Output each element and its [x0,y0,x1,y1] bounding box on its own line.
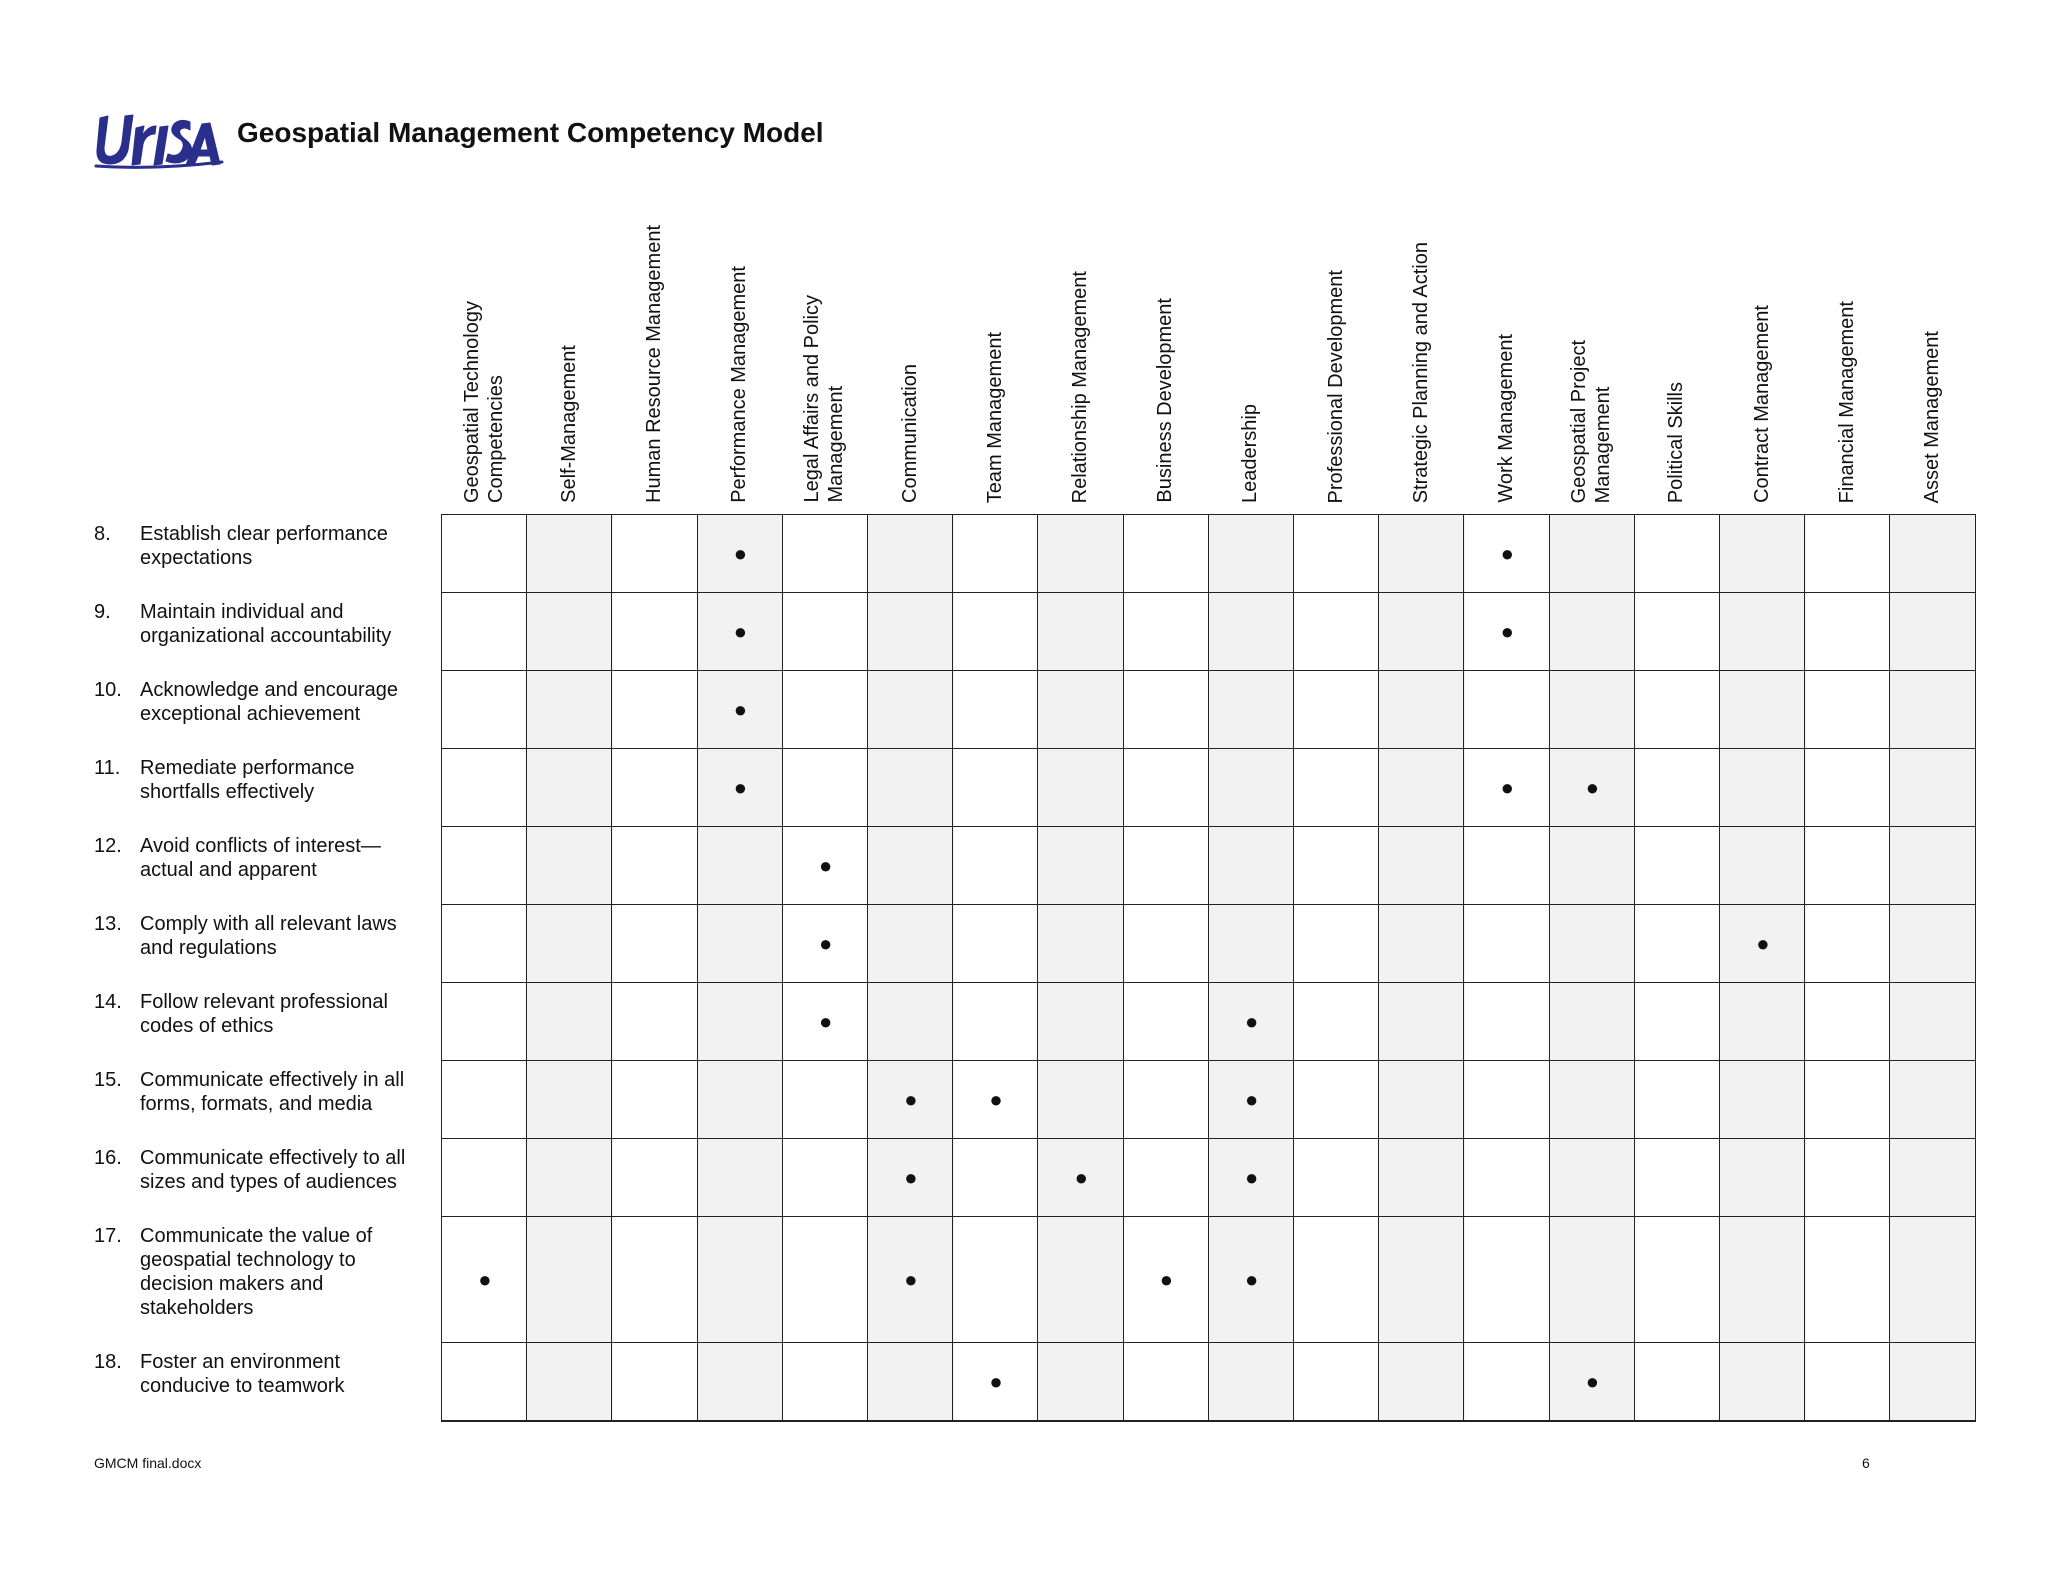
matrix-cell [867,514,954,594]
matrix-cell [1549,1216,1636,1344]
competency-mark: ● [904,1165,918,1191]
matrix-cell [1804,592,1891,672]
column-header [1463,205,1548,503]
matrix-cell [697,592,784,672]
competency-mark: ● [1500,775,1514,801]
matrix-cell [1037,826,1124,906]
competency-mark: ● [1074,1165,1088,1191]
row-description: Avoid conflicts of interest— actual and apparent [140,835,381,881]
matrix-cell [1719,1342,1806,1422]
matrix-cell [1549,1060,1636,1140]
column-header-label: Strategic Planning and Action [1409,241,1432,503]
matrix-cell [867,592,954,672]
matrix-cell [526,1060,613,1140]
row-number: 10. [94,679,122,701]
matrix-cell [1123,1342,1210,1422]
matrix-cell [441,514,528,594]
matrix-cell [1804,982,1891,1062]
matrix-cell [1293,1216,1380,1344]
matrix-cell [1549,1342,1636,1422]
matrix-cell [1123,1060,1210,1140]
matrix-cell [526,592,613,672]
column-header [1378,205,1463,503]
row-description: Maintain individual and organizational accountability [140,601,392,647]
column-header [1719,205,1804,503]
column-header-label: Financial Management [1835,300,1858,503]
matrix-cell [952,1216,1039,1344]
matrix-cell [867,826,954,906]
matrix-cell [611,1060,698,1140]
row-description: Communicate effectively in all forms, formats, and media [140,1069,405,1115]
matrix-cell [1634,592,1721,672]
page-title: Geospatial Management Competency Model [237,117,824,148]
matrix-cell [1804,1138,1891,1218]
competency-mark: ● [733,775,748,801]
row-description: Follow relevant professional codes of ethics [140,991,388,1037]
competency-mark: ● [989,1369,1003,1395]
matrix-cell [867,1216,954,1344]
competency-mark: ● [1244,1267,1259,1293]
matrix-cell [1123,826,1210,906]
matrix-cell [1463,670,1550,750]
column-header-label: Performance Management [728,266,751,503]
matrix-cell [1463,1216,1550,1344]
column-header-label: Business Development [1154,298,1177,503]
matrix-cell [1719,1216,1806,1344]
matrix-cell [1719,592,1806,672]
matrix-cell [1123,670,1210,750]
matrix-cell [526,1216,613,1344]
column-header-label: Professional Development [1324,269,1347,503]
matrix-cell [1463,904,1550,984]
competency-mark: ● [989,1087,1003,1113]
column-header-label: Self-Management [557,345,580,503]
matrix-cell [441,1216,528,1344]
matrix-cell [952,1060,1039,1140]
matrix-cell [1463,748,1550,828]
matrix-cell [1037,982,1124,1062]
matrix-cell [867,904,954,984]
matrix-cell [1378,748,1465,828]
matrix-cell [1208,592,1295,672]
matrix-cell [952,1138,1039,1218]
matrix-cell [1378,1060,1465,1140]
matrix-cell [1378,904,1465,984]
matrix-cell [782,1342,869,1422]
matrix-cell [867,748,954,828]
matrix-cell [1037,748,1124,828]
matrix-cell [1549,904,1636,984]
matrix-cell [1293,1342,1380,1422]
matrix-cell [1804,514,1891,594]
matrix-cell [1378,514,1465,594]
row-number: 14. [94,991,122,1013]
column-header-label: Contract Management [1750,305,1773,503]
matrix-cell [1719,748,1806,828]
matrix-cell [1634,670,1721,750]
matrix-cell [1378,982,1465,1062]
matrix-cell [782,592,869,672]
competency-mark: ● [1244,1165,1259,1191]
row-description: Communicate the value of geospatial technology to decision makers and stakeholders [140,1225,373,1319]
column-header [1037,205,1122,503]
column-header-label: Human Resource Management [642,225,665,503]
matrix-cell [1549,748,1636,828]
matrix-cell [1889,670,1976,750]
competency-mark: ● [733,697,748,723]
matrix-cell [1549,592,1636,672]
matrix-cell [1208,748,1295,828]
matrix-cell [611,670,698,750]
matrix-cell [1293,514,1380,594]
matrix-cell [1037,904,1124,984]
competency-mark: ● [1585,775,1600,801]
row-number: 9. [94,601,111,623]
matrix-cell [1804,1342,1891,1422]
matrix-cell [1719,904,1806,984]
competency-mark: ● [1244,1009,1259,1035]
matrix-cell [1804,748,1891,828]
matrix-cell [1719,1060,1806,1140]
matrix-cell [1208,1060,1295,1140]
footer-page-number: 6 [1862,1455,1870,1471]
matrix-cell [1208,1216,1295,1344]
matrix-cell [1634,1342,1721,1422]
matrix-cell [1123,982,1210,1062]
column-header [1889,205,1974,503]
matrix-cell [782,670,869,750]
matrix-cell [782,514,869,594]
matrix-cell [1889,592,1976,672]
matrix-cell [1889,1060,1976,1140]
matrix-cell [782,904,869,984]
matrix-cell [1123,514,1210,594]
matrix-cell [526,1342,613,1422]
row-description: Comply with all relevant laws and regulations [140,913,397,959]
competency-mark: ● [904,1087,918,1113]
matrix-cell [782,1216,869,1344]
matrix-cell [1463,1342,1550,1422]
column-header [1634,205,1719,503]
matrix-cell [441,1138,528,1218]
matrix-cell [697,1342,784,1422]
matrix-cell [441,1060,528,1140]
matrix-cell [952,904,1039,984]
matrix-cell [1293,748,1380,828]
matrix-cell [867,670,954,750]
matrix-cell [952,670,1039,750]
matrix-cell [611,748,698,828]
column-header-label: Work Management [1494,334,1517,503]
matrix-cell [1804,1216,1891,1344]
grid-right-border [1975,514,1977,1422]
matrix-cell [1634,514,1721,594]
column-header [441,205,526,503]
row-number: 11. [94,757,121,779]
matrix-cell [1123,592,1210,672]
matrix-cell [697,826,784,906]
matrix-cell [526,514,613,594]
matrix-cell [1634,982,1721,1062]
matrix-cell [611,1138,698,1218]
matrix-cell [952,748,1039,828]
column-header [1208,205,1293,503]
matrix-cell [697,1060,784,1140]
matrix-cell [526,1138,613,1218]
matrix-cell [1634,1138,1721,1218]
column-header [782,205,867,503]
matrix-cell [952,514,1039,594]
row-description: Remediate performance shortfalls effectively [140,757,355,803]
matrix-cell [1804,904,1891,984]
column-header [1549,205,1634,503]
matrix-cell [1123,1138,1210,1218]
matrix-cell [611,1342,698,1422]
matrix-cell [1634,1060,1721,1140]
competency-mark: ● [1500,619,1514,645]
matrix-cell [782,1060,869,1140]
row-description: Foster an environment conducive to teamwork [140,1351,345,1397]
matrix-cell [697,670,784,750]
column-header [952,205,1037,503]
competency-mark: ● [818,1009,833,1035]
matrix-cell [697,748,784,828]
matrix-cell [441,904,528,984]
matrix-cell [1463,826,1550,906]
matrix-cell [1037,1342,1124,1422]
matrix-cell [867,1342,954,1422]
competency-mark: ● [478,1267,492,1293]
matrix-cell [697,982,784,1062]
column-header [867,205,952,503]
matrix-cell [1804,670,1891,750]
row-number: 13. [94,913,122,935]
matrix-cell [1378,592,1465,672]
column-header-label: Political Skills [1665,381,1688,503]
matrix-cell [697,904,784,984]
matrix-cell [1037,670,1124,750]
matrix-cell [1293,982,1380,1062]
matrix-cell [611,1216,698,1344]
column-header [611,205,696,503]
matrix-cell [697,1138,784,1218]
matrix-cell [1889,904,1976,984]
matrix-cell [1804,1060,1891,1140]
competency-mark: ● [733,541,748,567]
row-number: 18. [94,1351,122,1373]
matrix-cell [526,670,613,750]
matrix-cell [526,826,613,906]
matrix-cell [1719,514,1806,594]
matrix-cell [526,904,613,984]
matrix-cell [1037,1060,1124,1140]
column-header-label: Geospatial Project Management [1568,339,1615,503]
matrix-cell [952,1342,1039,1422]
matrix-cell [441,748,528,828]
matrix-cell [1889,748,1976,828]
matrix-cell [1293,826,1380,906]
matrix-cell [1804,826,1891,906]
matrix-cell [782,982,869,1062]
column-header-label: Communication [898,364,921,503]
matrix-cell [1037,1216,1124,1344]
row-description: Acknowledge and encourage exceptional achievement [140,679,398,725]
row-description: Establish clear performance expectations [140,523,388,569]
matrix-cell [1889,826,1976,906]
matrix-cell [1037,1138,1124,1218]
matrix-cell [1123,1216,1210,1344]
matrix-cell [867,982,954,1062]
matrix-cell [441,1342,528,1422]
column-header [1804,205,1889,503]
matrix-cell [1719,1138,1806,1218]
matrix-cell [782,1138,869,1218]
matrix-cell [697,1216,784,1344]
column-header [1123,205,1208,503]
column-header-label: Leadership [1239,404,1262,503]
matrix-cell [1378,1342,1465,1422]
matrix-cell [1549,514,1636,594]
matrix-cell [1889,1138,1976,1218]
competency-mark: ● [904,1267,918,1293]
matrix-cell [1208,826,1295,906]
matrix-cell [1123,748,1210,828]
column-header-label: Geospatial Technology Competencies [460,301,507,503]
column-header [526,205,611,503]
matrix-cell [1293,1138,1380,1218]
competency-mark: ● [1500,541,1514,567]
competency-mark: ● [1585,1369,1600,1395]
row-number: 15. [94,1069,122,1091]
matrix-cell [441,982,528,1062]
matrix-cell [1889,1216,1976,1344]
matrix-cell [611,592,698,672]
matrix-cell [611,904,698,984]
matrix-cell [1208,982,1295,1062]
row-description: Communicate effectively to all sizes and types of audiences [140,1147,406,1193]
matrix-cell [1208,1138,1295,1218]
competency-mark: ● [1756,931,1770,957]
matrix-cell [867,1138,954,1218]
matrix-cell [1378,1138,1465,1218]
competency-mark: ● [733,619,748,645]
matrix-cell [526,748,613,828]
matrix-cell [1719,670,1806,750]
column-header [697,205,782,503]
matrix-cell [1037,592,1124,672]
matrix-cell [1463,592,1550,672]
competency-mark: ● [1159,1267,1174,1293]
matrix-cell [1208,904,1295,984]
row-number: 8. [94,523,111,545]
competency-mark: ● [818,853,833,879]
matrix-cell [782,826,869,906]
matrix-cell [1208,1342,1295,1422]
column-header [1293,205,1378,503]
matrix-cell [1378,1216,1465,1344]
matrix-cell [611,826,698,906]
matrix-cell [1463,1138,1550,1218]
matrix-cell [1293,592,1380,672]
matrix-cell [1463,1060,1550,1140]
matrix-cell [611,982,698,1062]
matrix-cell [1463,514,1550,594]
competency-mark: ● [818,931,833,957]
matrix-cell [1634,748,1721,828]
matrix-cell [441,670,528,750]
matrix-cell [867,1060,954,1140]
matrix-cell [441,826,528,906]
matrix-cell [1293,1060,1380,1140]
column-header-label: Relationship Management [1068,270,1091,503]
footer-filename: GMCM final.docx [94,1455,202,1471]
matrix-cell [1634,904,1721,984]
matrix-cell [441,592,528,672]
matrix-cell [611,514,698,594]
matrix-cell [1889,514,1976,594]
matrix-cell [952,982,1039,1062]
row-number: 16. [94,1147,122,1169]
matrix-cell [1378,826,1465,906]
matrix-cell [1293,670,1380,750]
matrix-cell [952,592,1039,672]
matrix-cell [1293,904,1380,984]
matrix-cell [1549,670,1636,750]
column-header-label: Legal Affairs and Policy Management [801,295,848,503]
matrix-cell [1719,826,1806,906]
matrix-cell [1123,904,1210,984]
matrix-cell [1463,982,1550,1062]
matrix-cell [1719,982,1806,1062]
row-number: 17. [94,1225,122,1247]
column-header-label: Team Management [983,331,1006,503]
competency-mark: ● [1244,1087,1259,1113]
matrix-cell [952,826,1039,906]
matrix-cell [1634,826,1721,906]
matrix-cell [1549,982,1636,1062]
matrix-cell [697,514,784,594]
matrix-cell [1378,670,1465,750]
matrix-cell [782,748,869,828]
matrix-cell [1208,670,1295,750]
matrix-cell [1037,514,1124,594]
column-header-label: Asset Management [1920,330,1943,503]
matrix-cell [1634,1216,1721,1344]
grid-bottom-border [441,1420,1976,1422]
matrix-cell [1549,1138,1636,1218]
matrix-cell [526,982,613,1062]
matrix-cell [1549,826,1636,906]
row-number: 12. [94,835,122,857]
matrix-cell [1889,1342,1976,1422]
matrix-cell [1208,514,1295,594]
matrix-cell [1889,982,1976,1062]
